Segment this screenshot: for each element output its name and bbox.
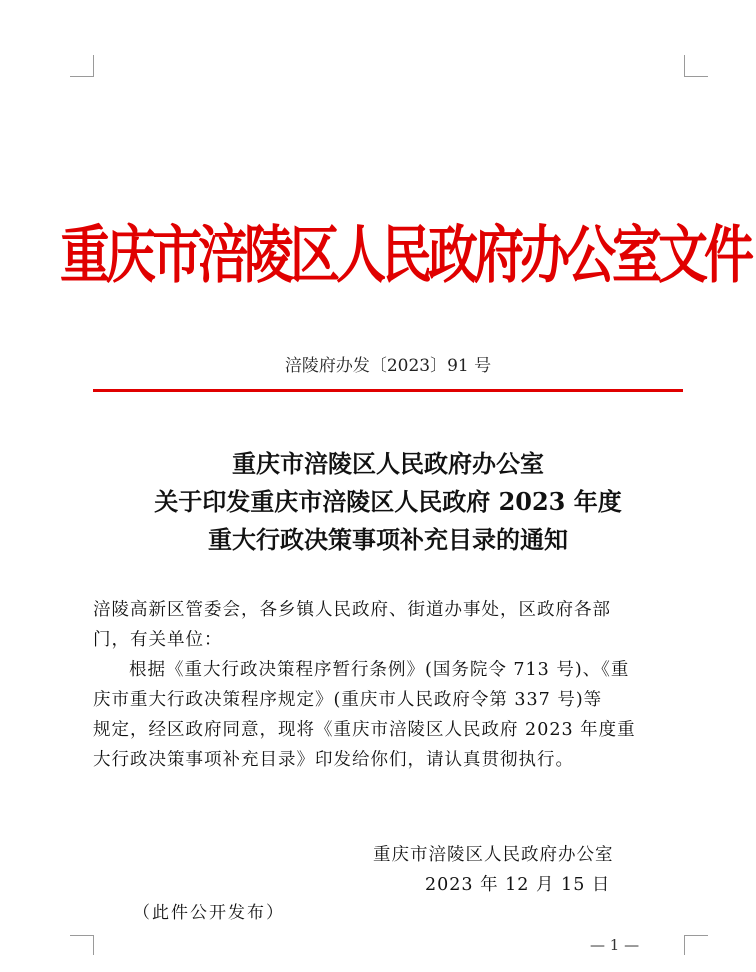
crop-mark-bottom-right (684, 935, 685, 955)
document-number: 涪陵府办发〔2023〕91 号 (284, 356, 492, 376)
crop-mark-top-left (70, 76, 93, 77)
notice-title (93, 445, 683, 559)
recipients-line-1: 涪陵高新区管委会，各乡镇人民政府、街道办事处，区政府各部 (93, 600, 611, 620)
red-separator-line (93, 389, 683, 392)
issuer-name: 重庆市涪陵区人民政府办公室 (373, 845, 614, 865)
notice-title-line-3: 重大行政决策事项补充目录的通知 (208, 525, 568, 554)
page-number: — 1 — (590, 936, 640, 954)
body-paragraph-line-4: 大行政决策事项补充目录》印发给你们，请认真贯彻执行。 (93, 750, 574, 770)
publish-note: （此件公开发布） (133, 903, 285, 923)
body-paragraph-line-3: 规定，经区政府同意，现将《重庆市涪陵区人民政府 2023 年度重 (93, 720, 636, 740)
body-paragraph-line-2: 庆市重大行政决策程序规定》(重庆市人民政府令第 337 号)等 (93, 690, 603, 710)
crop-mark-bottom-left (93, 935, 94, 955)
notice-title-line-2: 关于印发重庆市涪陵区人民政府 2023 年度 (154, 487, 622, 516)
document-header-title: 重庆市涪陵区人民政府办公室文件 (60, 217, 750, 292)
crop-mark-bottom-left (70, 935, 93, 936)
crop-mark-bottom-right (684, 935, 708, 936)
notice-body (93, 595, 683, 775)
crop-mark-top-left (93, 55, 94, 77)
crop-mark-top-right (684, 76, 708, 77)
body-paragraph-line-1: 根据《重大行政决策程序暂行条例》(国务院令 713 号)、《重 (129, 660, 630, 680)
notice-title-line-1: 重庆市涪陵区人民政府办公室 (232, 449, 544, 478)
recipients-line-2: 门，有关单位： (93, 630, 223, 650)
crop-mark-top-right (684, 55, 685, 77)
issue-date: 2023 年 12 月 15 日 (425, 875, 611, 895)
